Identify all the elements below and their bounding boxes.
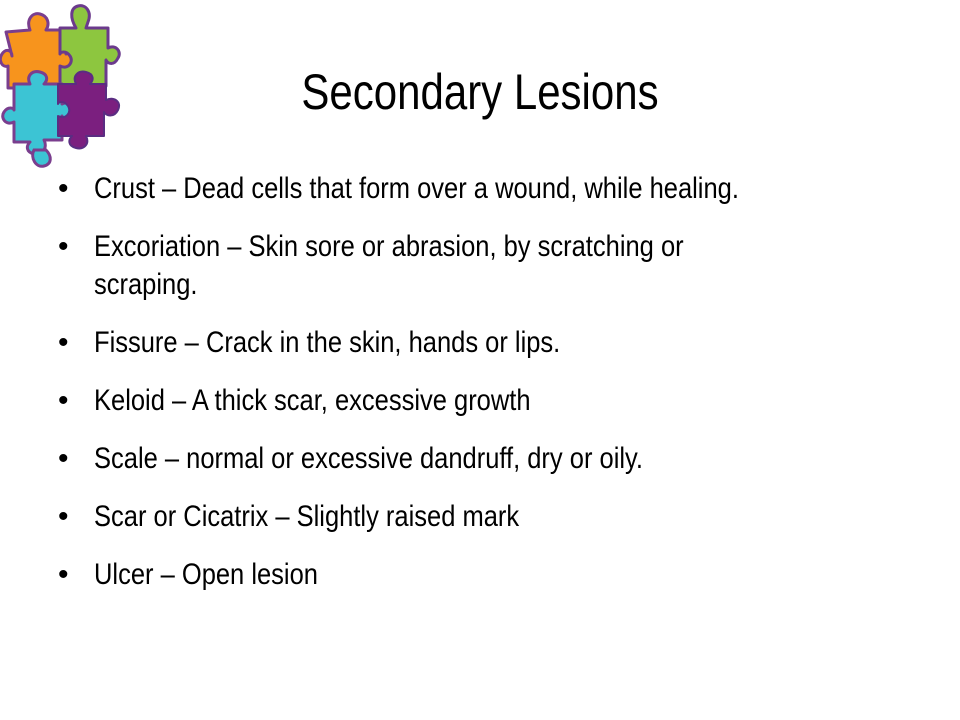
bullet-marker: • bbox=[58, 230, 69, 263]
bullet-item-crust bbox=[58, 170, 938, 208]
bullet-text: Scale – normal or excessive dandruff, dry or oily. bbox=[94, 442, 643, 475]
bullet-marker: • bbox=[58, 442, 69, 475]
bullet-marker: • bbox=[58, 500, 69, 533]
bullet-text: Keloid – A thick scar, excessive growth bbox=[94, 384, 531, 417]
bullet-item-scale bbox=[58, 440, 938, 478]
bullet-item-fissure bbox=[58, 324, 938, 362]
bullet-item-excoriation bbox=[58, 228, 938, 304]
bullet-text: Excoriation – Skin sore or abrasion, by scratching or scraping. bbox=[94, 230, 684, 301]
puzzle-tab bbox=[33, 150, 51, 166]
bullet-item-keloid bbox=[58, 382, 938, 420]
bullet-item-scar bbox=[58, 498, 938, 536]
bullet-marker: • bbox=[58, 384, 69, 417]
bullet-item-ulcer bbox=[58, 556, 938, 594]
bullet-text: Scar or Cicatrix – Slightly raised mark bbox=[94, 500, 520, 533]
bullet-marker: • bbox=[58, 326, 69, 359]
bullet-marker: • bbox=[58, 172, 69, 205]
bullet-marker: • bbox=[58, 558, 69, 591]
bullet-text: Ulcer – Open lesion bbox=[94, 558, 318, 591]
bullet-text: Fissure – Crack in the skin, hands or lips. bbox=[94, 326, 561, 359]
bullet-list bbox=[58, 170, 938, 614]
bullet-text: Crust – Dead cells that form over a wound, while healing. bbox=[94, 172, 739, 205]
slide-title: Secondary Lesions bbox=[301, 64, 659, 120]
